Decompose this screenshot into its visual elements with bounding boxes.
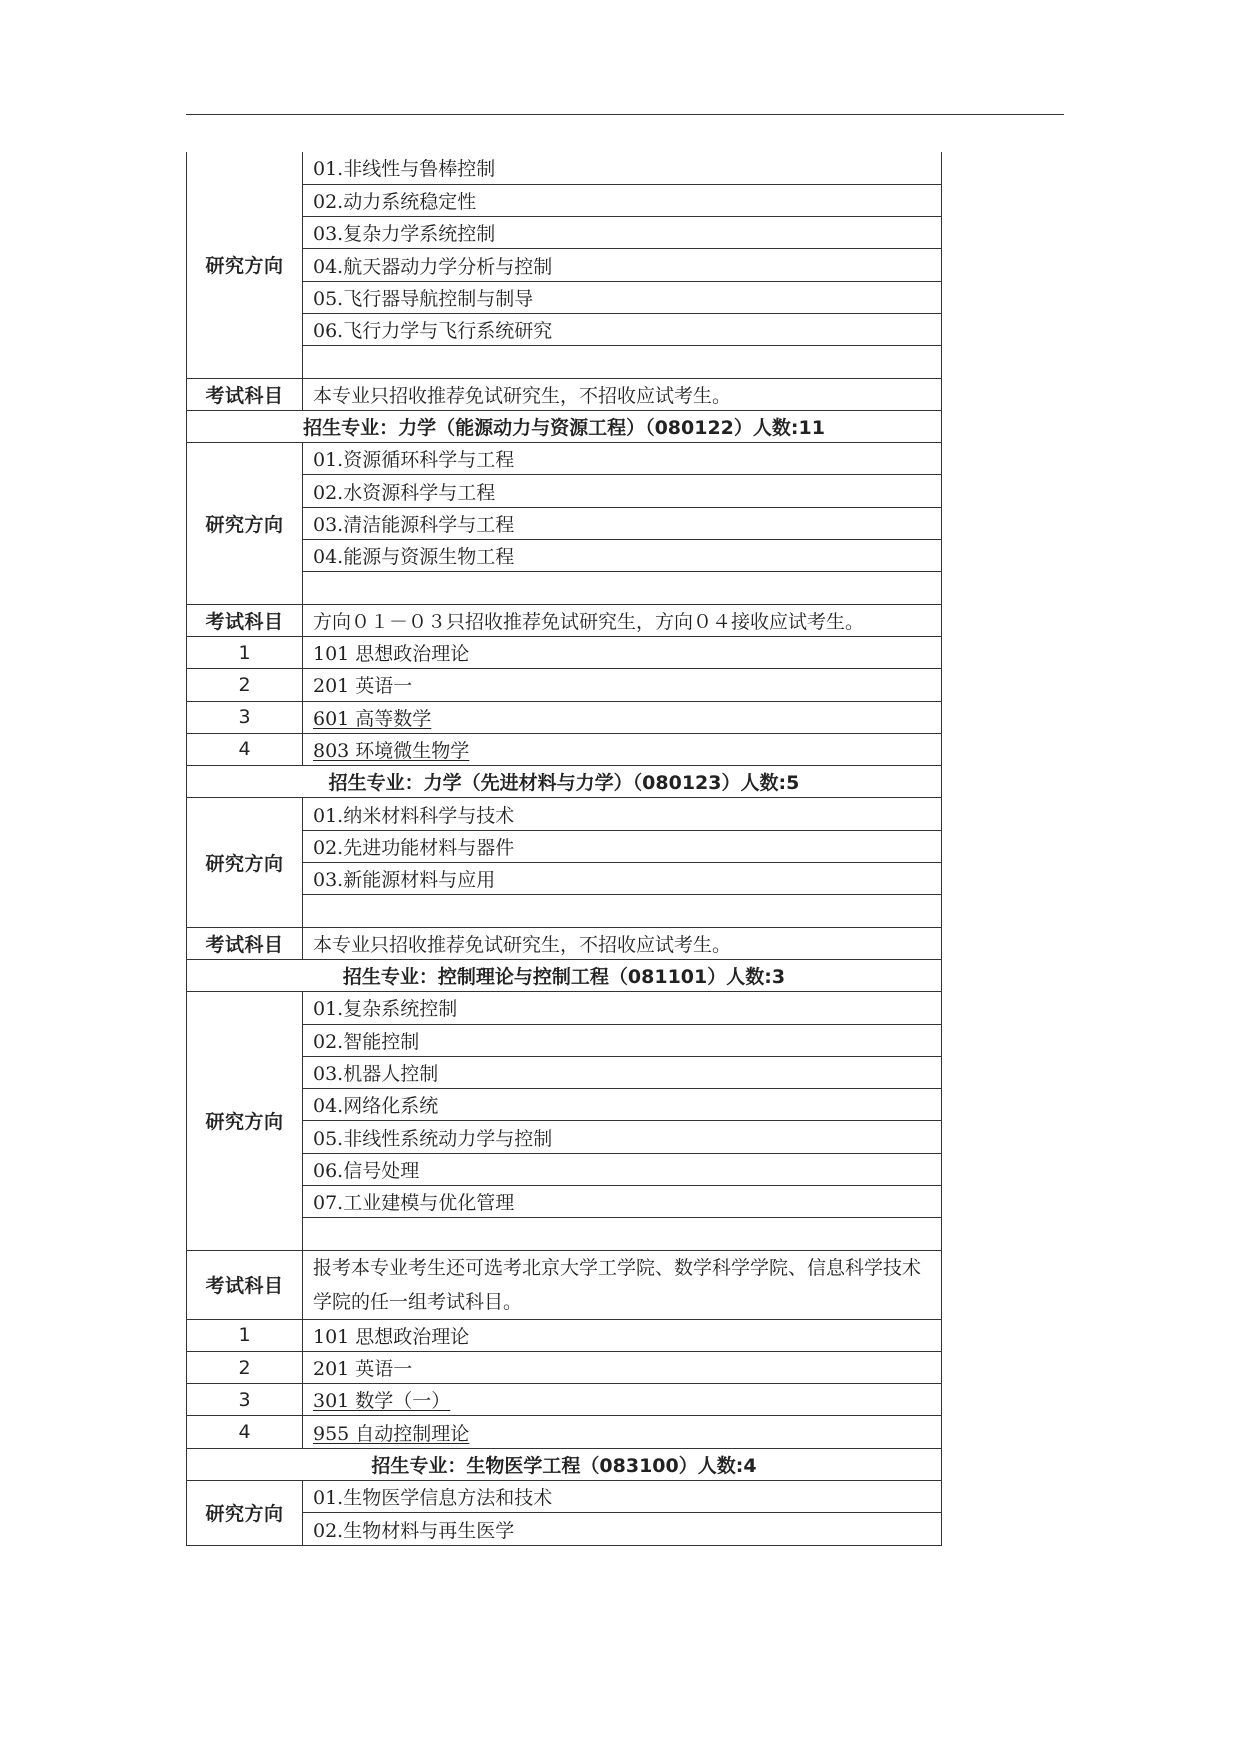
exam-label: 考试科目	[187, 927, 303, 959]
subject-number: 2	[187, 669, 303, 701]
direction-item: 07.工业建模与优化管理	[303, 1186, 942, 1218]
subject-link[interactable]: 803 环境微生物学	[313, 739, 470, 762]
directions-label: 研究方向	[187, 443, 303, 604]
direction-item: 01.非线性与鲁棒控制	[303, 152, 942, 184]
direction-item: 05.非线性系统动力学与控制	[303, 1121, 942, 1153]
table-row	[187, 701, 942, 733]
table-row	[187, 410, 942, 442]
major-title: 招生专业：力学（能源动力与资源工程）（080122）人数:11	[187, 410, 942, 442]
direction-item: 06.信号处理	[303, 1153, 942, 1185]
table-row	[187, 669, 942, 701]
direction-item: 02.先进功能材料与器件	[303, 830, 942, 862]
table-row	[187, 1384, 942, 1416]
direction-item: 04.航天器动力学分析与控制	[303, 249, 942, 281]
table-row	[187, 378, 942, 410]
direction-item: 01.复杂系统控制	[303, 992, 942, 1024]
subject-number: 1	[187, 1319, 303, 1351]
table-row	[187, 992, 942, 1024]
table-row	[187, 733, 942, 765]
table-row	[187, 152, 942, 184]
direction-item: 01.生物医学信息方法和技术	[303, 1481, 942, 1513]
table-row	[187, 1481, 942, 1513]
exam-text: 方向０１－０３只招收推荐免试研究生，方向０４接收应试考生。	[303, 604, 942, 636]
direction-item: 03.机器人控制	[303, 1056, 942, 1088]
exam-label: 考试科目	[187, 378, 303, 410]
table-row	[187, 766, 942, 798]
direction-item: 01.资源循环科学与工程	[303, 443, 942, 475]
exam-text: 本专业只招收推荐免试研究生，不招收应试考生。	[303, 378, 942, 410]
directions-label: 研究方向	[187, 992, 303, 1250]
table-row	[187, 1319, 942, 1351]
major-title: 招生专业：力学（先进材料与力学）（080123）人数:5	[187, 766, 942, 798]
table-row	[187, 443, 942, 475]
subject-number: 4	[187, 1416, 303, 1448]
direction-item: 02.智能控制	[303, 1024, 942, 1056]
subject-number: 4	[187, 733, 303, 765]
exam-label: 考试科目	[187, 604, 303, 636]
direction-item: 03.清洁能源科学与工程	[303, 507, 942, 539]
subject-link-cell	[303, 701, 942, 733]
subject-link[interactable]: 301 数学（一）	[313, 1390, 451, 1413]
directions-label: 研究方向	[187, 798, 303, 927]
direction-item: 02.水资源科学与工程	[303, 475, 942, 507]
subject-number: 3	[187, 1384, 303, 1416]
blank-cell	[303, 895, 942, 927]
table-row	[187, 959, 942, 991]
exam-text: 本专业只招收推荐免试研究生，不招收应试考生。	[303, 927, 942, 959]
table-row	[187, 1250, 942, 1319]
subject-number: 2	[187, 1351, 303, 1383]
subject-link[interactable]: 601 高等数学	[313, 707, 432, 730]
table-row	[187, 604, 942, 636]
direction-item: 05.飞行器导航控制与制导	[303, 281, 942, 313]
direction-item: 02.生物材料与再生医学	[303, 1513, 942, 1545]
direction-item: 01.纳米材料科学与技术	[303, 798, 942, 830]
blank-cell	[303, 572, 942, 604]
subject-number: 3	[187, 701, 303, 733]
exam-text: 报考本专业考生还可选考北京大学工学院、数学科学学院、信息科学技术学院的任一组考试科目。	[303, 1250, 942, 1319]
table-row	[187, 927, 942, 959]
subject-name: 101 思想政治理论	[303, 1319, 942, 1351]
table-row	[187, 1351, 942, 1383]
direction-item: 04.网络化系统	[303, 1089, 942, 1121]
subject-name: 101 思想政治理论	[303, 636, 942, 668]
blank-cell	[303, 1218, 942, 1250]
direction-item: 03.复杂力学系统控制	[303, 217, 942, 249]
table-row	[187, 1448, 942, 1480]
direction-item: 06.飞行力学与飞行系统研究	[303, 313, 942, 345]
table-row	[187, 636, 942, 668]
table-row	[187, 798, 942, 830]
subject-link-cell	[303, 733, 942, 765]
header-rule	[186, 114, 1064, 115]
direction-item: 04.能源与资源生物工程	[303, 540, 942, 572]
exam-label: 考试科目	[187, 1250, 303, 1319]
subject-name: 201 英语一	[303, 669, 942, 701]
major-title: 招生专业：生物医学工程（083100）人数:4	[187, 1448, 942, 1480]
subject-link-cell	[303, 1384, 942, 1416]
directions-label: 研究方向	[187, 152, 303, 378]
blank-cell	[303, 346, 942, 378]
subject-link[interactable]: 955 自动控制理论	[313, 1422, 470, 1445]
directions-label: 研究方向	[187, 1481, 303, 1546]
admission-table	[186, 152, 942, 1546]
subject-number: 1	[187, 636, 303, 668]
subject-link-cell	[303, 1416, 942, 1448]
direction-item: 03.新能源材料与应用	[303, 863, 942, 895]
table-row	[187, 1416, 942, 1448]
subject-name: 201 英语一	[303, 1351, 942, 1383]
major-title: 招生专业：控制理论与控制工程（081101）人数:3	[187, 959, 942, 991]
direction-item: 02.动力系统稳定性	[303, 184, 942, 216]
